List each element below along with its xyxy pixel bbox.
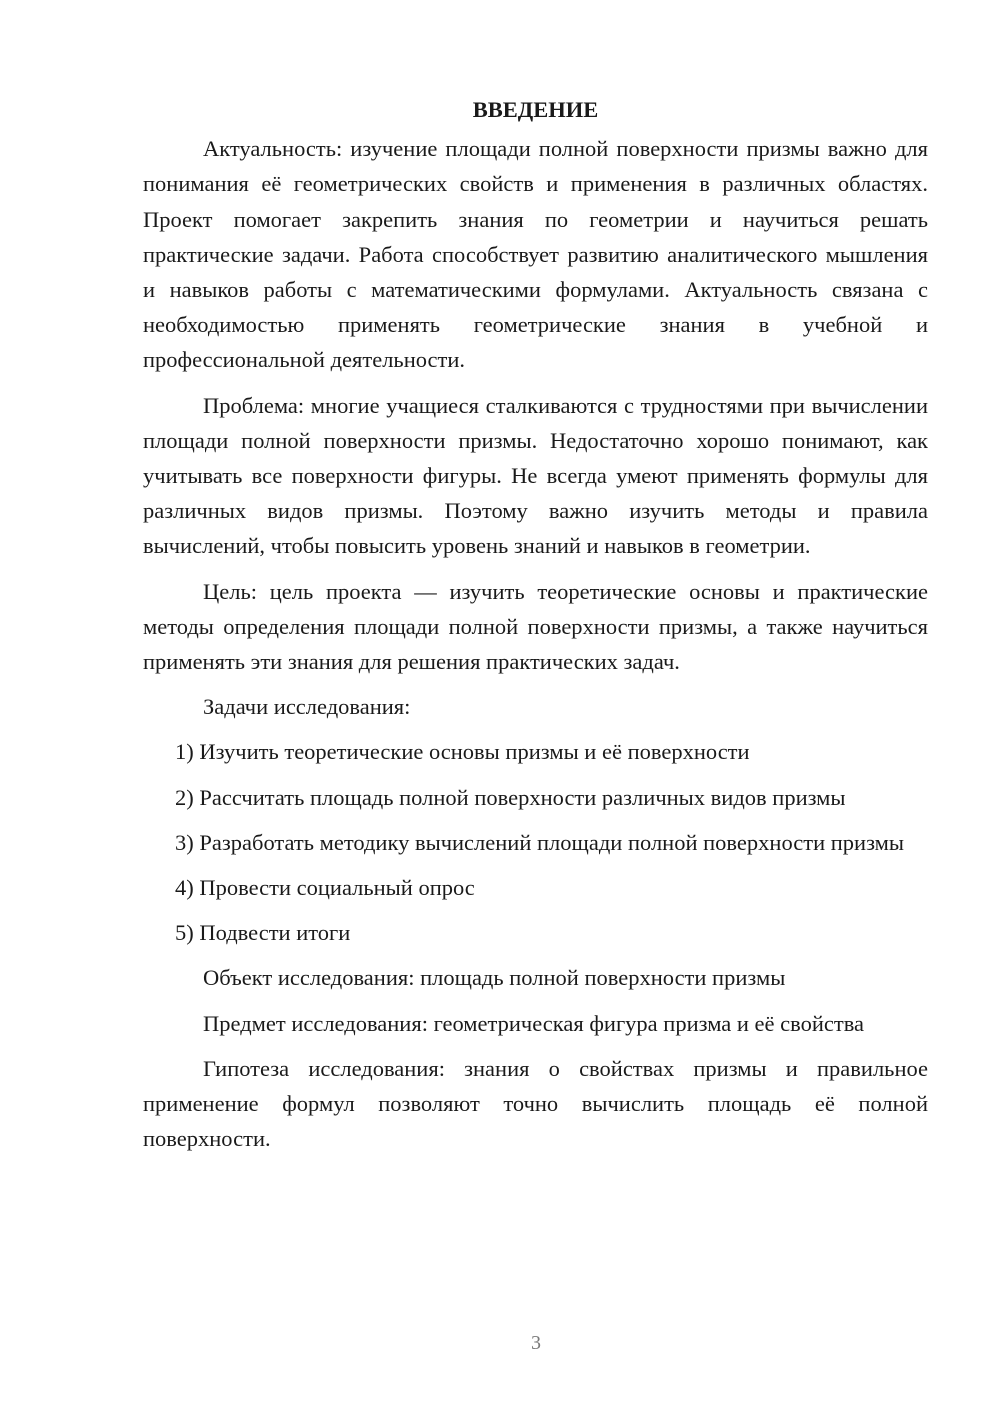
task-item: 5) Подвести итоги (175, 920, 351, 946)
task-item: 1) Изучить теоретические основы призмы и её поверхности (175, 739, 750, 765)
paragraph-goal: Цель: цель проекта — изучить теоретические основы и практические методы определения площади полной поверхности призмы, а также научиться применять эти знания для решения практических задач. (143, 578, 928, 675)
paragraph-object: Объект исследования: площадь полной поверхности призмы (203, 965, 786, 991)
paragraph-tasks-heading: Задачи исследования: (203, 694, 411, 720)
paragraph-hypothesis: Гипотеза исследования: знания о свойствах призмы и правильное применение формул позволяют точно вычислить площадь её полной поверхности. (143, 1055, 928, 1152)
paragraph-relevance: Актуальность: изучение площади полной поверхности призмы важно для понимания её геометрических свойств и применения в различных областях. Проект помогает закрепить знания по геометрии и научиться решать практические задачи. Работа способствует развитию аналитического мышления и навыков работы с математическими формулами. Актуальность связана с необходимостью применять геометрические знания в учебной и профессиональной деятельности. (143, 136, 928, 373)
document-page (143, 92, 928, 1166)
page-number: 3 (531, 1332, 541, 1354)
task-item: 3) Разработать методику вычислений площади полной поверхности призмы (175, 829, 904, 855)
paragraph-problem: Проблема: многие учащиеся сталкиваются с трудностями при вычислении площади полной поверхности призмы. Недостаточно хорошо понимают, как учитывать все поверхности фигуры. Не всегда умеют применять формулы для различных видов призмы. Поэтому важно изучить методы и правила вычислений, чтобы повысить уровень знаний и навыков в геометрии. (143, 392, 928, 559)
section-title: ВВЕДЕНИЕ (472, 97, 599, 122)
paragraph-subject: Предмет исследования: геометрическая фигура призма и её свойства (203, 1010, 865, 1036)
task-item: 2) Рассчитать площадь полной поверхности различных видов призмы (175, 784, 846, 810)
task-item: 4) Провести социальный опрос (175, 875, 475, 901)
